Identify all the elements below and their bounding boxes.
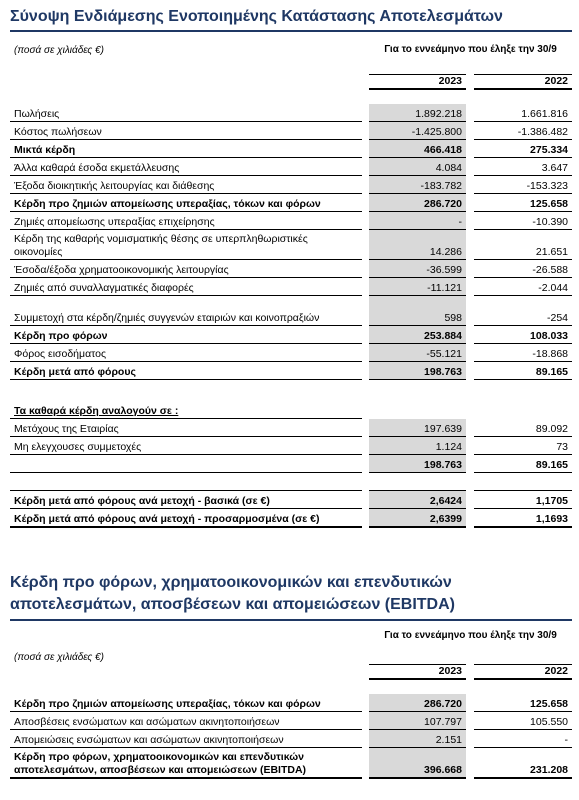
row-label: Συμμετοχή στα κέρδη/ζημιές συγγενών εταιριών και κοινοπραξιών [10,295,362,325]
value-2022: 125.658 [474,193,572,211]
income-statement-table [10,44,572,528]
value-2023: 1.124 [369,437,466,455]
value-2023: 14.286 [369,229,466,259]
attribution-total-row [10,455,572,473]
section1-title: Σύνοψη Ενδιάμεσης Ενοποιημένης Κατάστασης Αποτελεσμάτων [10,8,503,25]
row-label: Μη ελεγχουσες συμμετοχές [10,437,362,455]
value-2023: 286.720 [369,694,466,712]
period-header: Για το εννεάμηνο που έληξε την 30/9 [384,630,557,641]
table-row [10,277,572,295]
value-2023: -55.121 [369,343,466,361]
value-2023: 253.884 [369,325,466,343]
value-2023: 286.720 [369,193,466,211]
year-current: 2023 [369,74,466,89]
row-label: Μετόχους της Εταιρίας [10,419,362,437]
value-2023: 466.418 [369,139,466,157]
title-rule [10,30,572,32]
row-label: Κέρδη προ φόρων [10,325,362,343]
value-2023: 1.892.218 [369,104,466,122]
row-label: Κέρδη προ φόρων, χρηματοοικονομικών και επενδυτικών αποτελεσμάτων, αποσβέσεων και απομειώσεων (EBITDA) [10,747,362,778]
row-label: Κέρδη προ ζημιών απομείωσης υπεραξίας, τόκων και φόρων [10,694,362,712]
value-2022: -26.588 [474,259,572,277]
table-row [10,175,572,193]
table-row [10,193,572,211]
value-2022: 231.208 [474,747,572,778]
value-2022: 89.165 [474,455,572,473]
row-label: Απομειώσεις ενσώματων και ασώματων ακινητοποιήσεων [10,729,362,747]
value-2022: 275.334 [474,139,572,157]
table-row [10,157,572,175]
value-2022: 21.651 [474,229,572,259]
value-2022: - [474,729,572,747]
value-2022: 3.647 [474,157,572,175]
row-label: Μικτά κέρδη [10,139,362,157]
table-row [10,139,572,157]
period-header: Για το εννεάμηνο που έληξε την 30/9 [384,44,557,55]
value-2023: -183.782 [369,175,466,193]
value-2022: -254 [474,295,572,325]
row-label: Ζημιές απομείωσης υπεραξίας επιχείρησης [10,211,362,229]
value-2023: 107.797 [369,711,466,729]
row-label: Κέρδη μετά από φόρους [10,361,362,379]
table-row [10,211,572,229]
value-2023: -1.425.800 [369,121,466,139]
value-2023: 4.084 [369,157,466,175]
year-prior: 2022 [474,664,572,679]
value-2022: -153.323 [474,175,572,193]
value-2023: -36.599 [369,259,466,277]
ebitda-table [10,630,572,779]
table-row [10,419,572,437]
value-2023: 198.763 [369,361,466,379]
table-row [10,437,572,455]
value-2022: -18.868 [474,343,572,361]
ebitda-total-row [10,747,572,778]
title-rule [10,619,572,621]
table-row [10,295,572,325]
row-label: Ζημιές από συναλλαγματικές διαφορές [10,277,362,295]
value-2022: 1,1693 [474,509,572,528]
attribution-title: Τα καθαρά κέρδη αναλογούν σε : [14,405,179,417]
year-current: 2023 [369,664,466,679]
value-2022: 125.658 [474,694,572,712]
table-row [10,729,572,747]
value-2023: -11.121 [369,277,466,295]
row-label: Πωλήσεις [10,104,362,122]
table-row [10,259,572,277]
units-note: (ποσά σε χιλιάδες €) [14,45,104,56]
table-row [10,711,572,729]
table-row [10,104,572,122]
row-label: Κέρδη μετά από φόρους ανά μετοχή - βασικά (σε €) [10,491,362,509]
value-2022: 108.033 [474,325,572,343]
value-2023: - [369,211,466,229]
row-label: Κόστος πωλήσεων [10,121,362,139]
table-row [10,343,572,361]
value-2022: -10.390 [474,211,572,229]
eps-row [10,509,572,528]
value-2023: 198.763 [369,455,466,473]
year-prior: 2022 [474,74,572,89]
value-2023: 2,6424 [369,491,466,509]
value-2022: 73 [474,437,572,455]
value-2023: 396.668 [369,747,466,778]
table-row [10,361,572,379]
section2-title: Κέρδη προ φόρων, χρηματοοικονομικών και επενδυτικών αποτελεσμάτων, αποσβέσεων και απομειώσεων (EBITDA) [10,574,455,613]
row-label: Φόρος εισοδήματος [10,343,362,361]
value-2022: 89.165 [474,361,572,379]
value-2023: 2.151 [369,729,466,747]
table-row [10,694,572,712]
row-label: Έσοδα/έξοδα χρηματοοικονομικής λειτουργίας [10,259,362,277]
eps-row [10,491,572,509]
row-label: Έξοδα διοικητικής λειτουργίας και διάθεσης [10,175,362,193]
table-row [10,325,572,343]
value-2023: 197.639 [369,419,466,437]
value-2022: 105.550 [474,711,572,729]
table-row [10,121,572,139]
value-2022: -2.044 [474,277,572,295]
row-label: Κέρδη της καθαρής νομισματικής θέσης σε υπερπληθωριστικές οικονομίες [10,229,362,259]
table-row [10,229,572,259]
value-2022: 89.092 [474,419,572,437]
value-2022: -1.386.482 [474,121,572,139]
row-label: Κέρδη προ ζημιών απομείωσης υπεραξίας, τόκων και φόρων [10,193,362,211]
units-note: (ποσά σε χιλιάδες €) [14,652,104,663]
value-2022: 1.661.816 [474,104,572,122]
row-label: Άλλα καθαρά έσοδα εκμετάλλευσης [10,157,362,175]
value-2023: 598 [369,295,466,325]
row-label: Αποσβέσεις ενσώματων και ασώματων ακινητοποιήσεων [10,711,362,729]
value-2022: 1,1705 [474,491,572,509]
value-2023: 2,6399 [369,509,466,528]
row-label: Κέρδη μετά από φόρους ανά μετοχή - προσαρμοσμένα (σε €) [10,509,362,528]
